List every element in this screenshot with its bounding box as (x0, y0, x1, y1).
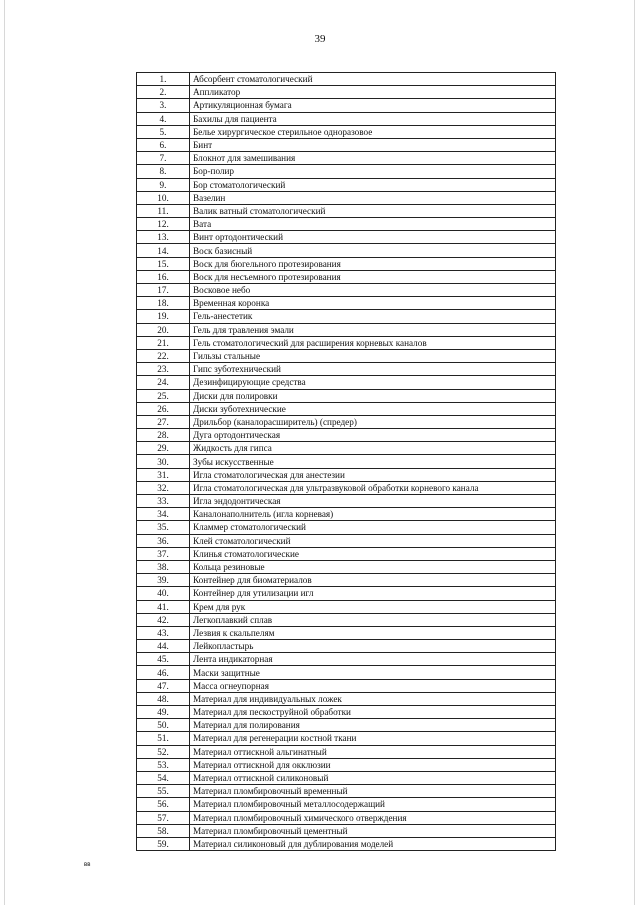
item-name: Клей стоматологический (190, 534, 556, 547)
item-number: 27. (137, 415, 190, 428)
table-row (137, 138, 556, 151)
item-name: Артикуляционная бумага (190, 99, 556, 112)
table-row (137, 758, 556, 771)
item-name: Каналонаполнитель (игла корневая) (190, 508, 556, 521)
item-number: 5. (137, 125, 190, 138)
item-name: Абсорбент стоматологический (190, 73, 556, 86)
item-name: Воск для несъемного протезирования (190, 270, 556, 283)
table-row (137, 363, 556, 376)
table-row (137, 798, 556, 811)
item-name: Кольца резиновые (190, 560, 556, 573)
item-name: Масса огнеупорная (190, 679, 556, 692)
item-name: Гель для травления эмали (190, 323, 556, 336)
table-row (137, 468, 556, 481)
item-name: Игла стоматологическая для анестезии (190, 468, 556, 481)
item-name: Кламмер стоматологический (190, 521, 556, 534)
item-number: 56. (137, 798, 190, 811)
table-row (137, 521, 556, 534)
item-name: Материал для полирования (190, 719, 556, 732)
item-name: Маски защитные (190, 666, 556, 679)
item-name: Дрильбор (каналорасширитель) (спредер) (190, 415, 556, 428)
item-name: Материал оттискной силиконовый (190, 771, 556, 784)
item-name: Материал оттискной альгинатный (190, 745, 556, 758)
item-number: 21. (137, 336, 190, 349)
table-row (137, 231, 556, 244)
item-name: Гель-анестетик (190, 310, 556, 323)
item-name: Валик ватный стоматологический (190, 204, 556, 217)
table-row (137, 336, 556, 349)
table-row (137, 455, 556, 468)
item-number: 14. (137, 244, 190, 257)
item-number: 24. (137, 376, 190, 389)
item-number: 41. (137, 600, 190, 613)
table-row (137, 666, 556, 679)
item-name: Материал пломбировочный временный (190, 785, 556, 798)
table-row (137, 613, 556, 626)
table-row (137, 73, 556, 86)
table-row (137, 415, 556, 428)
item-number: 29. (137, 442, 190, 455)
item-number: 53. (137, 758, 190, 771)
item-number: 35. (137, 521, 190, 534)
item-number: 12. (137, 218, 190, 231)
table-row (137, 442, 556, 455)
table-row (137, 376, 556, 389)
item-number: 26. (137, 402, 190, 415)
item-number: 37. (137, 547, 190, 560)
item-number: 49. (137, 706, 190, 719)
table-row (137, 402, 556, 415)
item-number: 58. (137, 824, 190, 837)
item-name: Гильзы стальные (190, 349, 556, 362)
item-name: Лезвия к скальпелям (190, 626, 556, 639)
item-name: Диски для полировки (190, 389, 556, 402)
item-number: 23. (137, 363, 190, 376)
item-number: 10. (137, 191, 190, 204)
item-name: Гель стоматологический для расширения корневых каналов (190, 336, 556, 349)
table-row (137, 99, 556, 112)
scan-edge-right (634, 0, 635, 905)
table-row (137, 284, 556, 297)
table-row (137, 534, 556, 547)
table-row (137, 547, 556, 560)
table-row (137, 560, 556, 573)
item-number: 20. (137, 323, 190, 336)
table-row (137, 732, 556, 745)
table-row (137, 706, 556, 719)
item-name: Лейкопластырь (190, 640, 556, 653)
item-number: 30. (137, 455, 190, 468)
table-row (137, 481, 556, 494)
table-row (137, 600, 556, 613)
table-row (137, 785, 556, 798)
item-number: 52. (137, 745, 190, 758)
item-name: Жидкость для гипса (190, 442, 556, 455)
item-number: 19. (137, 310, 190, 323)
item-name: Материал для регенерации костной ткани (190, 732, 556, 745)
item-number: 48. (137, 692, 190, 705)
table-row (137, 191, 556, 204)
item-number: 34. (137, 508, 190, 521)
item-name: Бахилы для пациента (190, 112, 556, 125)
item-name: Лента индикаторная (190, 653, 556, 666)
item-name: Восковое небо (190, 284, 556, 297)
table-row (137, 626, 556, 639)
item-name: Временная коронка (190, 297, 556, 310)
table-row (137, 244, 556, 257)
table-row (137, 297, 556, 310)
item-number: 13. (137, 231, 190, 244)
item-name: Бор-полир (190, 165, 556, 178)
item-name: Крем для рук (190, 600, 556, 613)
item-name: Клинья стоматологические (190, 547, 556, 560)
table-row (137, 587, 556, 600)
item-number: 43. (137, 626, 190, 639)
table-row (137, 125, 556, 138)
item-number: 18. (137, 297, 190, 310)
table-row (137, 152, 556, 165)
table-row (137, 310, 556, 323)
items-table-body (137, 73, 556, 851)
item-number: 4. (137, 112, 190, 125)
item-name: Винт ортодонтический (190, 231, 556, 244)
item-name: Зубы искусственные (190, 455, 556, 468)
table-row (137, 218, 556, 231)
item-number: 2. (137, 86, 190, 99)
table-row (137, 165, 556, 178)
item-number: 40. (137, 587, 190, 600)
table-row (137, 745, 556, 758)
item-number: 6. (137, 138, 190, 151)
item-name: Контейнер для утилизации игл (190, 587, 556, 600)
table-row (137, 112, 556, 125)
table-row (137, 349, 556, 362)
table-row (137, 86, 556, 99)
table-row (137, 204, 556, 217)
item-name: Игла стоматологическая для ультразвуковой обработки корневого канала (190, 481, 556, 494)
item-number: 17. (137, 284, 190, 297)
table-row (137, 495, 556, 508)
item-number: 28. (137, 429, 190, 442)
item-number: 47. (137, 679, 190, 692)
item-number: 42. (137, 613, 190, 626)
item-number: 39. (137, 574, 190, 587)
item-name: Аппликатор (190, 86, 556, 99)
item-number: 57. (137, 811, 190, 824)
item-name: Белье хирургическое стерильное одноразовое (190, 125, 556, 138)
table-row (137, 653, 556, 666)
table-row (137, 508, 556, 521)
item-name: Материал для индивидуальных ложек (190, 692, 556, 705)
item-name: Контейнер для биоматериалов (190, 574, 556, 587)
item-name: Воск базисный (190, 244, 556, 257)
table-row (137, 811, 556, 824)
item-number: 36. (137, 534, 190, 547)
table-row (137, 771, 556, 784)
item-number: 50. (137, 719, 190, 732)
item-name: Материал силиконовый для дублирования моделей (190, 837, 556, 850)
items-table (136, 72, 556, 851)
item-number: 11. (137, 204, 190, 217)
item-number: 55. (137, 785, 190, 798)
item-number: 16. (137, 270, 190, 283)
table-row (137, 178, 556, 191)
footer-mark: вв (84, 862, 91, 868)
item-number: 7. (137, 152, 190, 165)
item-name: Материал пломбировочный химического отверждения (190, 811, 556, 824)
table-row (137, 257, 556, 270)
table-row (137, 692, 556, 705)
item-name: Игла эндодонтическая (190, 495, 556, 508)
item-number: 46. (137, 666, 190, 679)
page-number: 39 (314, 33, 326, 45)
table-row (137, 719, 556, 732)
item-name: Дуга ортодонтическая (190, 429, 556, 442)
item-number: 54. (137, 771, 190, 784)
item-name: Вата (190, 218, 556, 231)
item-name: Диски зуботехнические (190, 402, 556, 415)
table-row (137, 837, 556, 850)
item-name: Бор стоматологический (190, 178, 556, 191)
item-number: 9. (137, 178, 190, 191)
table-row (137, 270, 556, 283)
table-row (137, 429, 556, 442)
item-name: Материал пломбировочный цементный (190, 824, 556, 837)
item-number: 33. (137, 495, 190, 508)
item-number: 44. (137, 640, 190, 653)
item-name: Вазелин (190, 191, 556, 204)
table-row (137, 574, 556, 587)
table-row (137, 640, 556, 653)
item-number: 51. (137, 732, 190, 745)
item-number: 32. (137, 481, 190, 494)
item-name: Воск для бюгельного протезирования (190, 257, 556, 270)
item-name: Материал пломбировочный металлосодержащий (190, 798, 556, 811)
item-number: 31. (137, 468, 190, 481)
item-number: 22. (137, 349, 190, 362)
item-number: 1. (137, 73, 190, 86)
item-name: Дезинфицирующие средства (190, 376, 556, 389)
item-name: Материал оттискной для окклюзии (190, 758, 556, 771)
item-name: Материал для пескоструйной обработки (190, 706, 556, 719)
item-number: 15. (137, 257, 190, 270)
item-number: 8. (137, 165, 190, 178)
item-number: 45. (137, 653, 190, 666)
table-row (137, 323, 556, 336)
table-row (137, 389, 556, 402)
item-name: Гипс зуботехнический (190, 363, 556, 376)
item-number: 25. (137, 389, 190, 402)
item-number: 38. (137, 560, 190, 573)
item-number: 59. (137, 837, 190, 850)
table-row (137, 824, 556, 837)
item-name: Бинт (190, 138, 556, 151)
scan-edge-left (4, 0, 5, 905)
item-name: Блокнот для замешивания (190, 152, 556, 165)
item-number: 3. (137, 99, 190, 112)
table-row (137, 679, 556, 692)
item-name: Легкоплавкий сплав (190, 613, 556, 626)
